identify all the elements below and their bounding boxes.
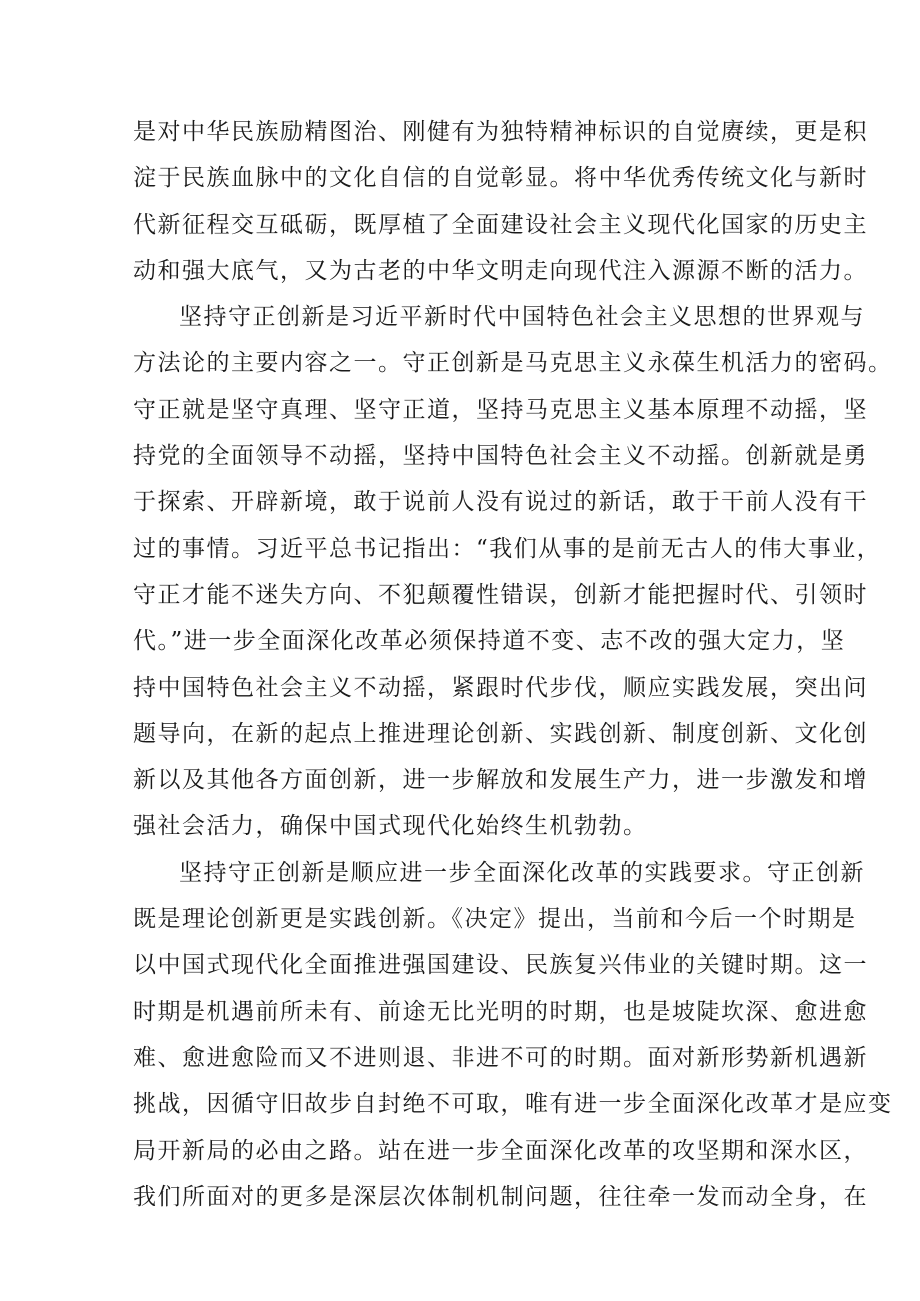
body-text	[133, 109, 893, 1220]
text-line: 方法论的主要内容之一。守正创新是马克思主义永葆生机活力的密码。	[133, 350, 893, 377]
text-line: 是对中华民族励精图治、刚健有为独特精神标识的自觉赓续，更是积	[133, 119, 868, 145]
text-line: 代。”进一步全面深化改革必须保持道不变、志不改的强大定力，坚	[133, 628, 846, 655]
paragraph-3	[133, 850, 893, 1220]
text-line: 守正才能不迷失方向、不犯颠覆性错误，创新才能把握时代、引领时	[133, 581, 868, 608]
text-line: 新以及其他各方面创新，进一步解放和发展生产力，进一步激发和增	[133, 767, 868, 794]
text-line: 坚持守正创新是顺应进一步全面深化改革的实践要求。守正创新	[179, 859, 865, 886]
paragraph-2	[133, 294, 893, 850]
text-line: 局开新局的必由之路。站在进一步全面深化改革的攻坚期和深水区，	[133, 1137, 868, 1164]
text-line: 于探索、开辟新境，敢于说前人没有说过的新话，敢于干前人没有干	[133, 489, 868, 516]
text-line: 我们所面对的更多是深层次体制机制问题，往往牵一发而动全身，在	[133, 1183, 868, 1210]
text-line: 强社会活力，确保中国式现代化始终生机勃勃。	[133, 813, 648, 840]
text-line: 过的事情。习近平总书记指出：“我们从事的是前无古人的伟大事业，	[133, 535, 882, 562]
text-line: 代新征程交互砥砺，既厚植了全面建设社会主义现代化国家的历史主	[133, 211, 868, 238]
text-line: 坚持守正创新是习近平新时代中国特色社会主义思想的世界观与	[179, 304, 865, 331]
text-line: 时期是机遇前所未有、前途无比光明的时期，也是坡陡坎深、愈进愈	[133, 998, 868, 1025]
text-line: 持党的全面领导不动摇，坚持中国特色社会主义不动摇。创新就是勇	[133, 443, 868, 470]
paragraph-1	[133, 109, 868, 294]
text-line: 淀于民族血脉中的文化自信的自觉彰显。将中华优秀传统文化与新时	[133, 165, 868, 192]
text-line: 守正就是坚守真理、坚守正道，坚持马克思主义基本原理不动摇，坚	[133, 396, 868, 423]
text-line: 既是理论创新更是实践创新。《决定》提出，当前和今后一个时期是	[133, 906, 857, 933]
text-line: 以中国式现代化全面推进强国建设、民族复兴伟业的关键时期。这一	[133, 952, 868, 979]
text-line: 难、愈进愈险而又不进则退、非进不可的时期。面对新形势新机遇新	[133, 1044, 868, 1071]
text-line: 持中国特色社会主义不动摇，紧跟时代步伐，顺应实践发展，突出问	[133, 674, 868, 701]
text-line: 题导向，在新的起点上推进理论创新、实践创新、制度创新、文化创	[133, 720, 868, 747]
text-line: 动和强大底气，又为古老的中华文明走向现代注入源源不断的活力。	[133, 257, 868, 284]
text-line: 挑战，因循守旧故步自封绝不可取，唯有进一步全面深化改革才是应变	[133, 1091, 893, 1118]
